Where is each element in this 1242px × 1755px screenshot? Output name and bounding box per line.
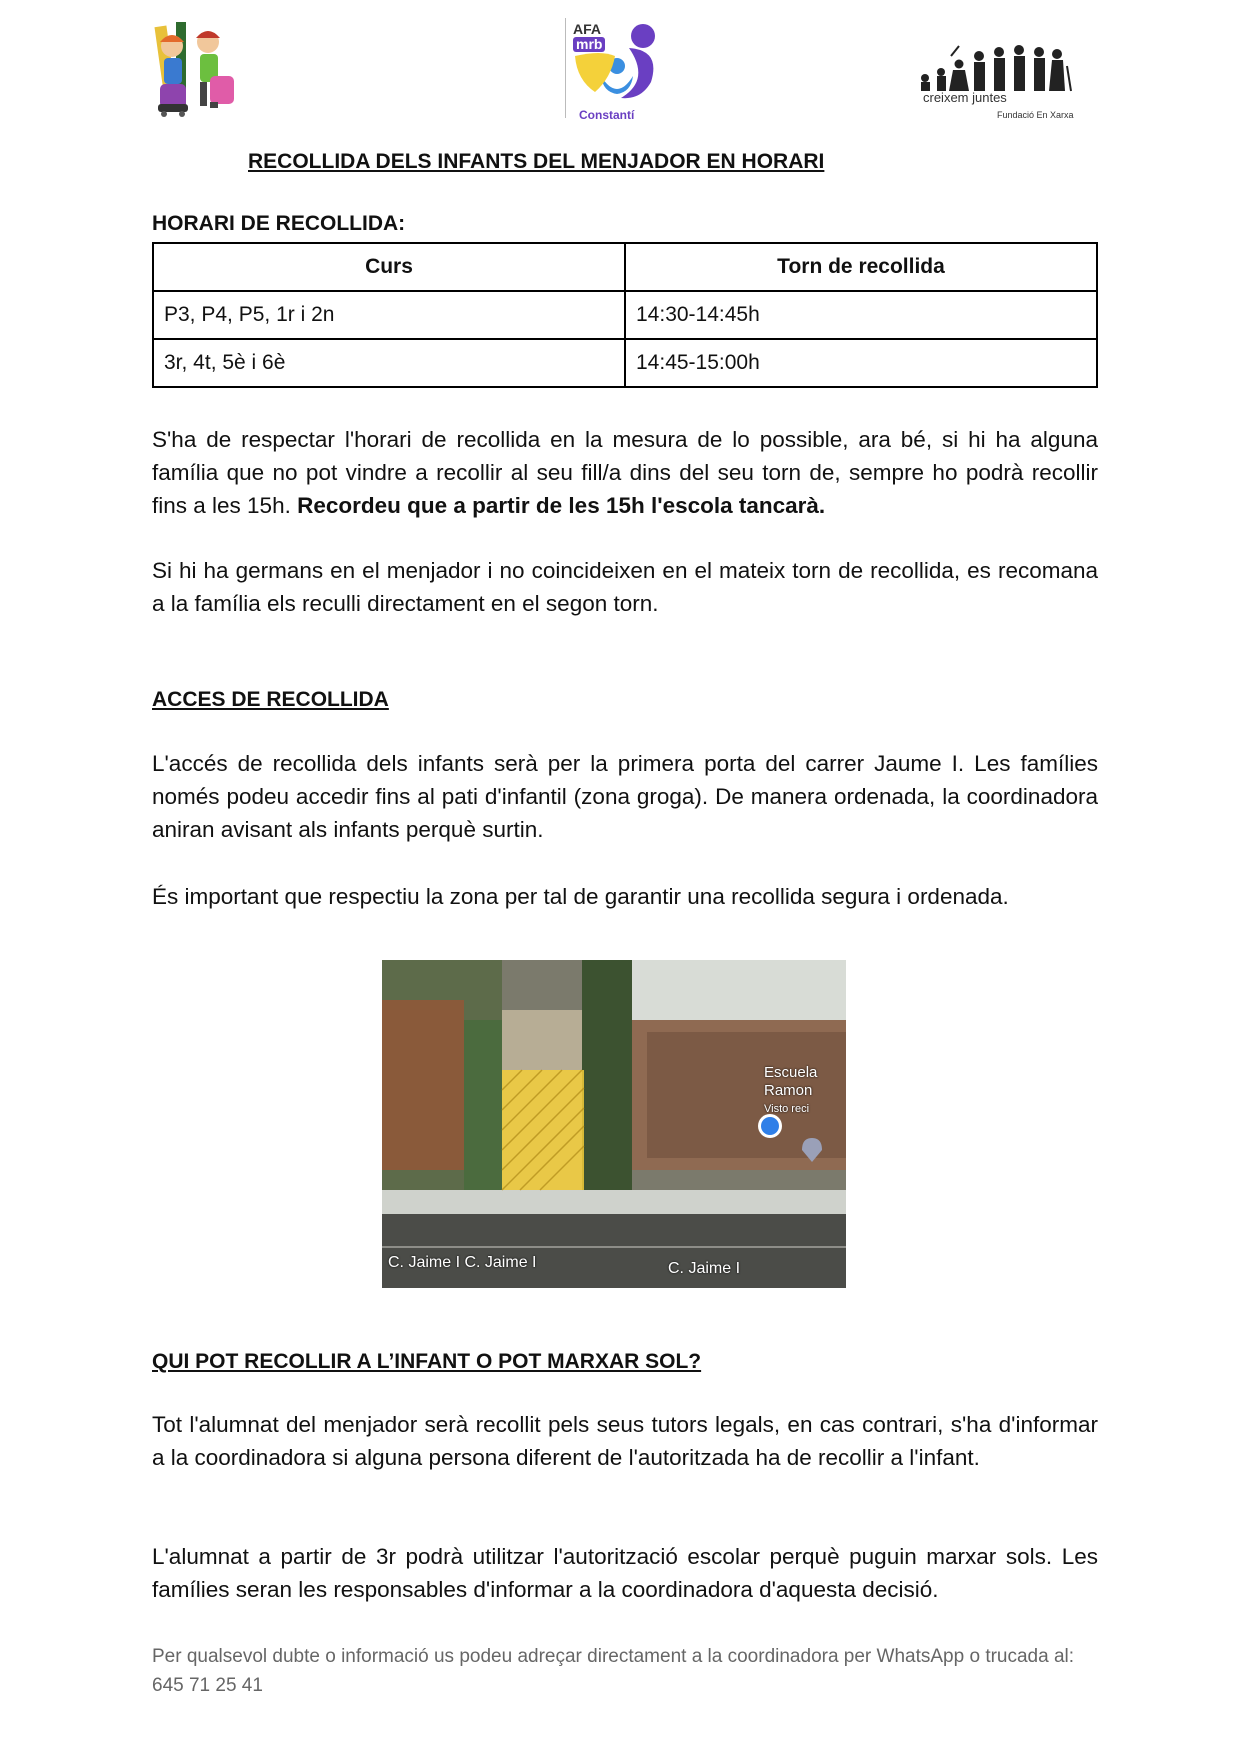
pickup-area-map [382, 960, 846, 1288]
kids-illustration-icon [150, 18, 240, 118]
building-label-line: Visto reci [764, 1103, 810, 1115]
schedule-paragraph-text: S'ha de respectar l'horari de recollida en la mesura de lo possible, ara bé, si hi ha alguna família que no pot vindre a recollir al seu fill/a dins del seu torn de, sempre ho podrà recollir fins a les 15h. [152, 427, 1098, 518]
kids-logo [150, 18, 240, 118]
street-label-right: C. Jaime I [668, 1260, 741, 1277]
growing-people-icon [915, 42, 1075, 92]
footer-contact: Per qualsevol dubte o informació us podeu adreçar directament a la coordinadora per WhatsApp o trucada al: 645 71 25 41 [152, 1646, 1075, 1696]
table-row [153, 339, 1097, 387]
access-heading: ACCES DE RECOLLIDA [152, 688, 389, 711]
street-label-left: C. Jaime I C. Jaime I [388, 1254, 537, 1271]
pickup-heading: QUI POT RECOLLIR A L’INFANT O POT MARXAR SOL? [152, 1350, 702, 1373]
mrb-text: mrb [573, 37, 605, 52]
creixem-caption: creixem juntes [923, 90, 1007, 105]
schedule-table [152, 242, 1098, 388]
table-cell: P3, P4, P5, 1r i 2n [153, 291, 625, 339]
safety-paragraph: És important que respectiu la zona per tal de garantir una recollida segura i ordenada. [152, 884, 1009, 909]
siblings-paragraph: Si hi ha germans en el menjador i no coincideixen en el mateix torn de recollida, es recomana a la família els reculli directament en el segon torn. [152, 558, 1098, 616]
page-title: RECOLLIDA DELS INFANTS DEL MENJADOR EN HORARI [248, 150, 825, 173]
afa-caption: Constantí [579, 108, 635, 122]
afa-text: AFA [573, 21, 601, 37]
closing-warning: Recordeu que a partir de les 15h l'escola tancarà. [297, 493, 826, 518]
table-cell: 14:30-14:45h [625, 291, 1097, 339]
column-header-torn: Torn de recollida [625, 243, 1097, 291]
table-row [153, 291, 1097, 339]
fundacio-caption: Fundació En Xarxa [997, 110, 1074, 120]
authorization-paragraph: L'alumnat a partir de 3r podrà utilitzar l'autorització escolar perquè puguin marxar sols. Les famílies seran les responsables d'informar a la coordinadora d'aquesta decisió. [152, 1544, 1098, 1602]
schedule-paragraph [152, 423, 1098, 522]
table-cell: 14:45-15:00h [625, 339, 1097, 387]
table-header-row [153, 243, 1097, 291]
table-cell: 3r, 4t, 5è i 6è [153, 339, 625, 387]
creixem-logo [915, 42, 1075, 126]
aerial-photo-icon [382, 960, 846, 1288]
access-paragraph: L'accés de recollida dels infants serà per la primera porta del carrer Jaume I. Les famílies només podeu accedir fins al pati d'infantil (zona groga). De manera ordenada, la coordinadora aniran avisant als infants perquè surtin. [152, 751, 1098, 842]
afa-logo [565, 18, 665, 126]
schedule-heading: HORARI DE RECOLLIDA: [152, 212, 406, 235]
building-label [764, 1064, 817, 1118]
pickup-paragraph: Tot l'alumnat del menjador serà recollit pels seus tutors legals, en cas contrari, s'ha d'informar a la coordinadora si alguna persona diferent de l'autoritzada ha de recollir a l'infant. [152, 1412, 1098, 1470]
column-header-curs: Curs [153, 243, 625, 291]
building-label-line: Escuela [764, 1064, 818, 1081]
building-label-line: Ramon [764, 1082, 813, 1099]
